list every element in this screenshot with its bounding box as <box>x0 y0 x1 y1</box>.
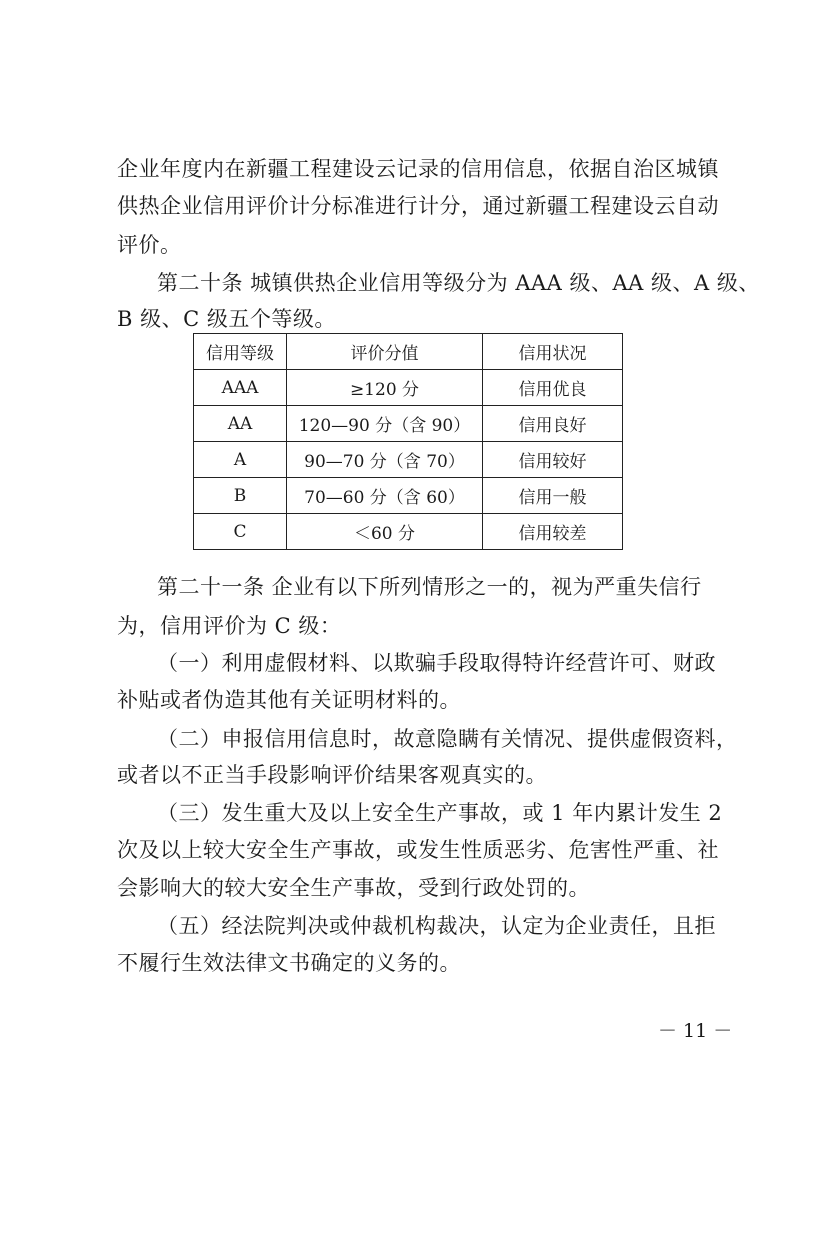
paragraph-line: 供热企业信用评价计分标准进行计分，通过新疆工程建设云自动 <box>117 194 719 218</box>
table-header-row <box>194 334 623 370</box>
score-cell: 90—70 分（含 70） <box>287 442 483 478</box>
table-row <box>194 370 623 406</box>
grade-cell: AA <box>194 406 287 442</box>
grade-cell: C <box>194 514 287 550</box>
grade-cell: B <box>194 478 287 514</box>
paragraph-line: 企业年度内在新疆工程建设云记录的信用信息，依据自治区城镇 <box>117 157 719 181</box>
header-cell: 评价分值 <box>287 334 483 370</box>
status-cell: 信用一般 <box>483 478 623 514</box>
grade-cell: A <box>194 442 287 478</box>
score-cell: ≥120 分 <box>287 370 483 406</box>
credit-grade-table <box>193 333 623 550</box>
paragraph-line: 次及以上较大安全生产事故，或发生性质恶劣、危害性严重、社 <box>117 838 719 862</box>
status-cell: 信用较好 <box>483 442 623 478</box>
status-cell: 信用较差 <box>483 514 623 550</box>
page-number: － 11 － <box>658 1020 733 1042</box>
table-row <box>194 442 623 478</box>
table-row <box>194 478 623 514</box>
paragraph-line: 为，信用评价为 C 级： <box>117 614 342 638</box>
article-20-line: 第二十条 城镇供热企业信用等级分为 AAA 级、AA 级、A 级、 <box>157 271 760 295</box>
paragraph-line: 不履行生效法律文书确定的义务的。 <box>117 951 461 975</box>
score-cell: ＜60 分 <box>287 514 483 550</box>
table-row <box>194 514 623 550</box>
paragraph-line: B 级、C 级五个等级。 <box>117 307 336 331</box>
item-1-line: （一）利用虚假材料、以欺骗手段取得特许经营许可、财政 <box>157 651 716 675</box>
item-5-line: （五）经法院判决或仲裁机构裁决，认定为企业责任，且拒 <box>157 914 716 938</box>
status-cell: 信用优良 <box>483 370 623 406</box>
status-cell: 信用良好 <box>483 406 623 442</box>
item-2-line: （二）申报信用信息时，故意隐瞒有关情况、提供虚假资料， <box>157 727 738 751</box>
paragraph-line: 评价。 <box>117 233 182 257</box>
score-cell: 70—60 分（含 60） <box>287 478 483 514</box>
table-row <box>194 406 623 442</box>
item-3-line: （三）发生重大及以上安全生产事故，或 1 年内累计发生 2 <box>157 801 723 825</box>
paragraph-line: 或者以不正当手段影响评价结果客观真实的。 <box>117 763 547 787</box>
header-cell: 信用等级 <box>194 334 287 370</box>
score-cell: 120—90 分（含 90） <box>287 406 483 442</box>
article-21-line: 第二十一条 企业有以下所列情形之一的，视为严重失信行 <box>157 575 702 599</box>
grade-cell: AAA <box>194 370 287 406</box>
paragraph-line: 补贴或者伪造其他有关证明材料的。 <box>117 688 461 712</box>
header-cell: 信用状况 <box>483 334 623 370</box>
paragraph-line: 会影响大的较大安全生产事故，受到行政处罚的。 <box>117 876 590 900</box>
